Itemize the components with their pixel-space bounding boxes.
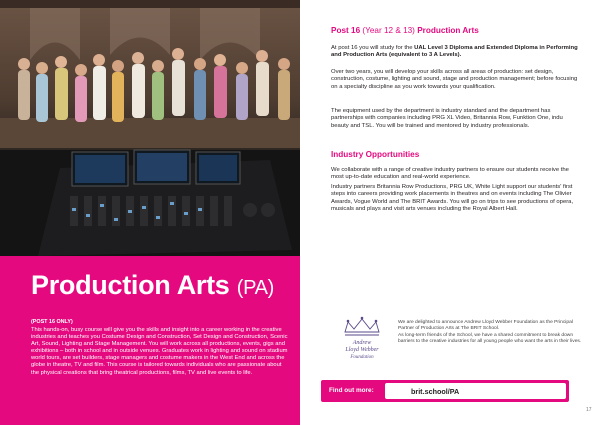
post16-label: Post 16	[331, 26, 361, 35]
page-number: 17	[586, 407, 592, 413]
course-link[interactable]: brit.school/PA	[411, 386, 460, 396]
course-title	[31, 270, 274, 301]
post16-only-note: (POST 16 ONLY)	[31, 319, 73, 325]
find-out-more-box	[321, 380, 569, 402]
crown-icon	[345, 319, 379, 335]
qualification-intro: At post 16 you will study for the	[331, 45, 415, 51]
logo-line-2: Lloyd Webber	[345, 347, 379, 353]
post16-subject: Production Arts	[417, 26, 479, 35]
logo-line-1: Andrew	[352, 340, 372, 346]
partners-paragraph: Industry partners Britannia Row Productions, PRG UK, White Light support our students' first steps into careers providing work placements in theatres and on events including The Olivier Awards, Vogue World and The BRIT Awards. You will go on trips to see productions of opera, musicals and plays and visit arts venues including the Royal Albert Hall.	[331, 184, 574, 212]
course-link-box[interactable]	[385, 383, 566, 399]
foundation-text	[398, 320, 588, 346]
find-out-more-label: Find out more:	[329, 387, 374, 394]
foundation-announcement: We are delighted to announce Andrew Lloyd Webber Foundation as the Principal Partner of Production Arts at The BRIT School.	[398, 320, 573, 332]
logo-line-3: Foundation	[350, 355, 374, 360]
qualification-paragraph	[331, 45, 578, 60]
course-title-text: Production Arts	[31, 270, 230, 300]
industry-heading: Industry Opportunities	[331, 150, 420, 159]
foundation-logo	[333, 316, 391, 362]
year-range: (Year 12 & 13)	[362, 26, 415, 35]
course-description: This hands-on, busy course will give you the skills and insight into a career working in the creative industries and teaches you Costume Design and Construction, Set Design and Construction, Scenic Art, Sound, Lighting and Stage Management. You will work across all productions, events, gigs and exhibitions – both in school and in outside venues. Graduates work in lighting and sound on stadium world tours, are set builders, stage managers and costume makers in the West End and across the globe in theatre, TV and film. This course is tailored towards individuals who are passionate about the physical creations that bring theatrical productions, films, TV and live events to life.	[31, 327, 288, 376]
stage-photo	[0, 0, 300, 256]
collaboration-paragraph: We collaborate with a range of creative industry partners to ensure our students receive the most up-to-date education and real-world experience.	[331, 167, 569, 181]
skills-paragraph: Over two years, you will develop your skills across all areas of production: set design, construction, costume, lighting and sound, stage and production management; before focusing on a specialty discipline as you work towards your qualification.	[331, 69, 578, 90]
equipment-paragraph: The equipment used by the department is industry standard and the department has partnerships with companies including PRG XL Video, Britannia Row, Funktion One, indu beauty and TSL. You will be trained and mentored by industry professionals.	[331, 108, 563, 129]
stage-scene-illustration	[0, 0, 300, 256]
qualification-name: UAL Level 3 Diploma and Extended Diploma in Performing and Production Arts (equivalent to 3 A Levels).	[331, 45, 578, 59]
post16-heading	[331, 26, 479, 35]
course-title-suffix: (PA)	[236, 277, 275, 299]
foundation-commitment: As long-term friends of the School, we have a shared commitment to break down barriers to the creative industries for all young people who want the arts in their lives.	[398, 332, 582, 345]
